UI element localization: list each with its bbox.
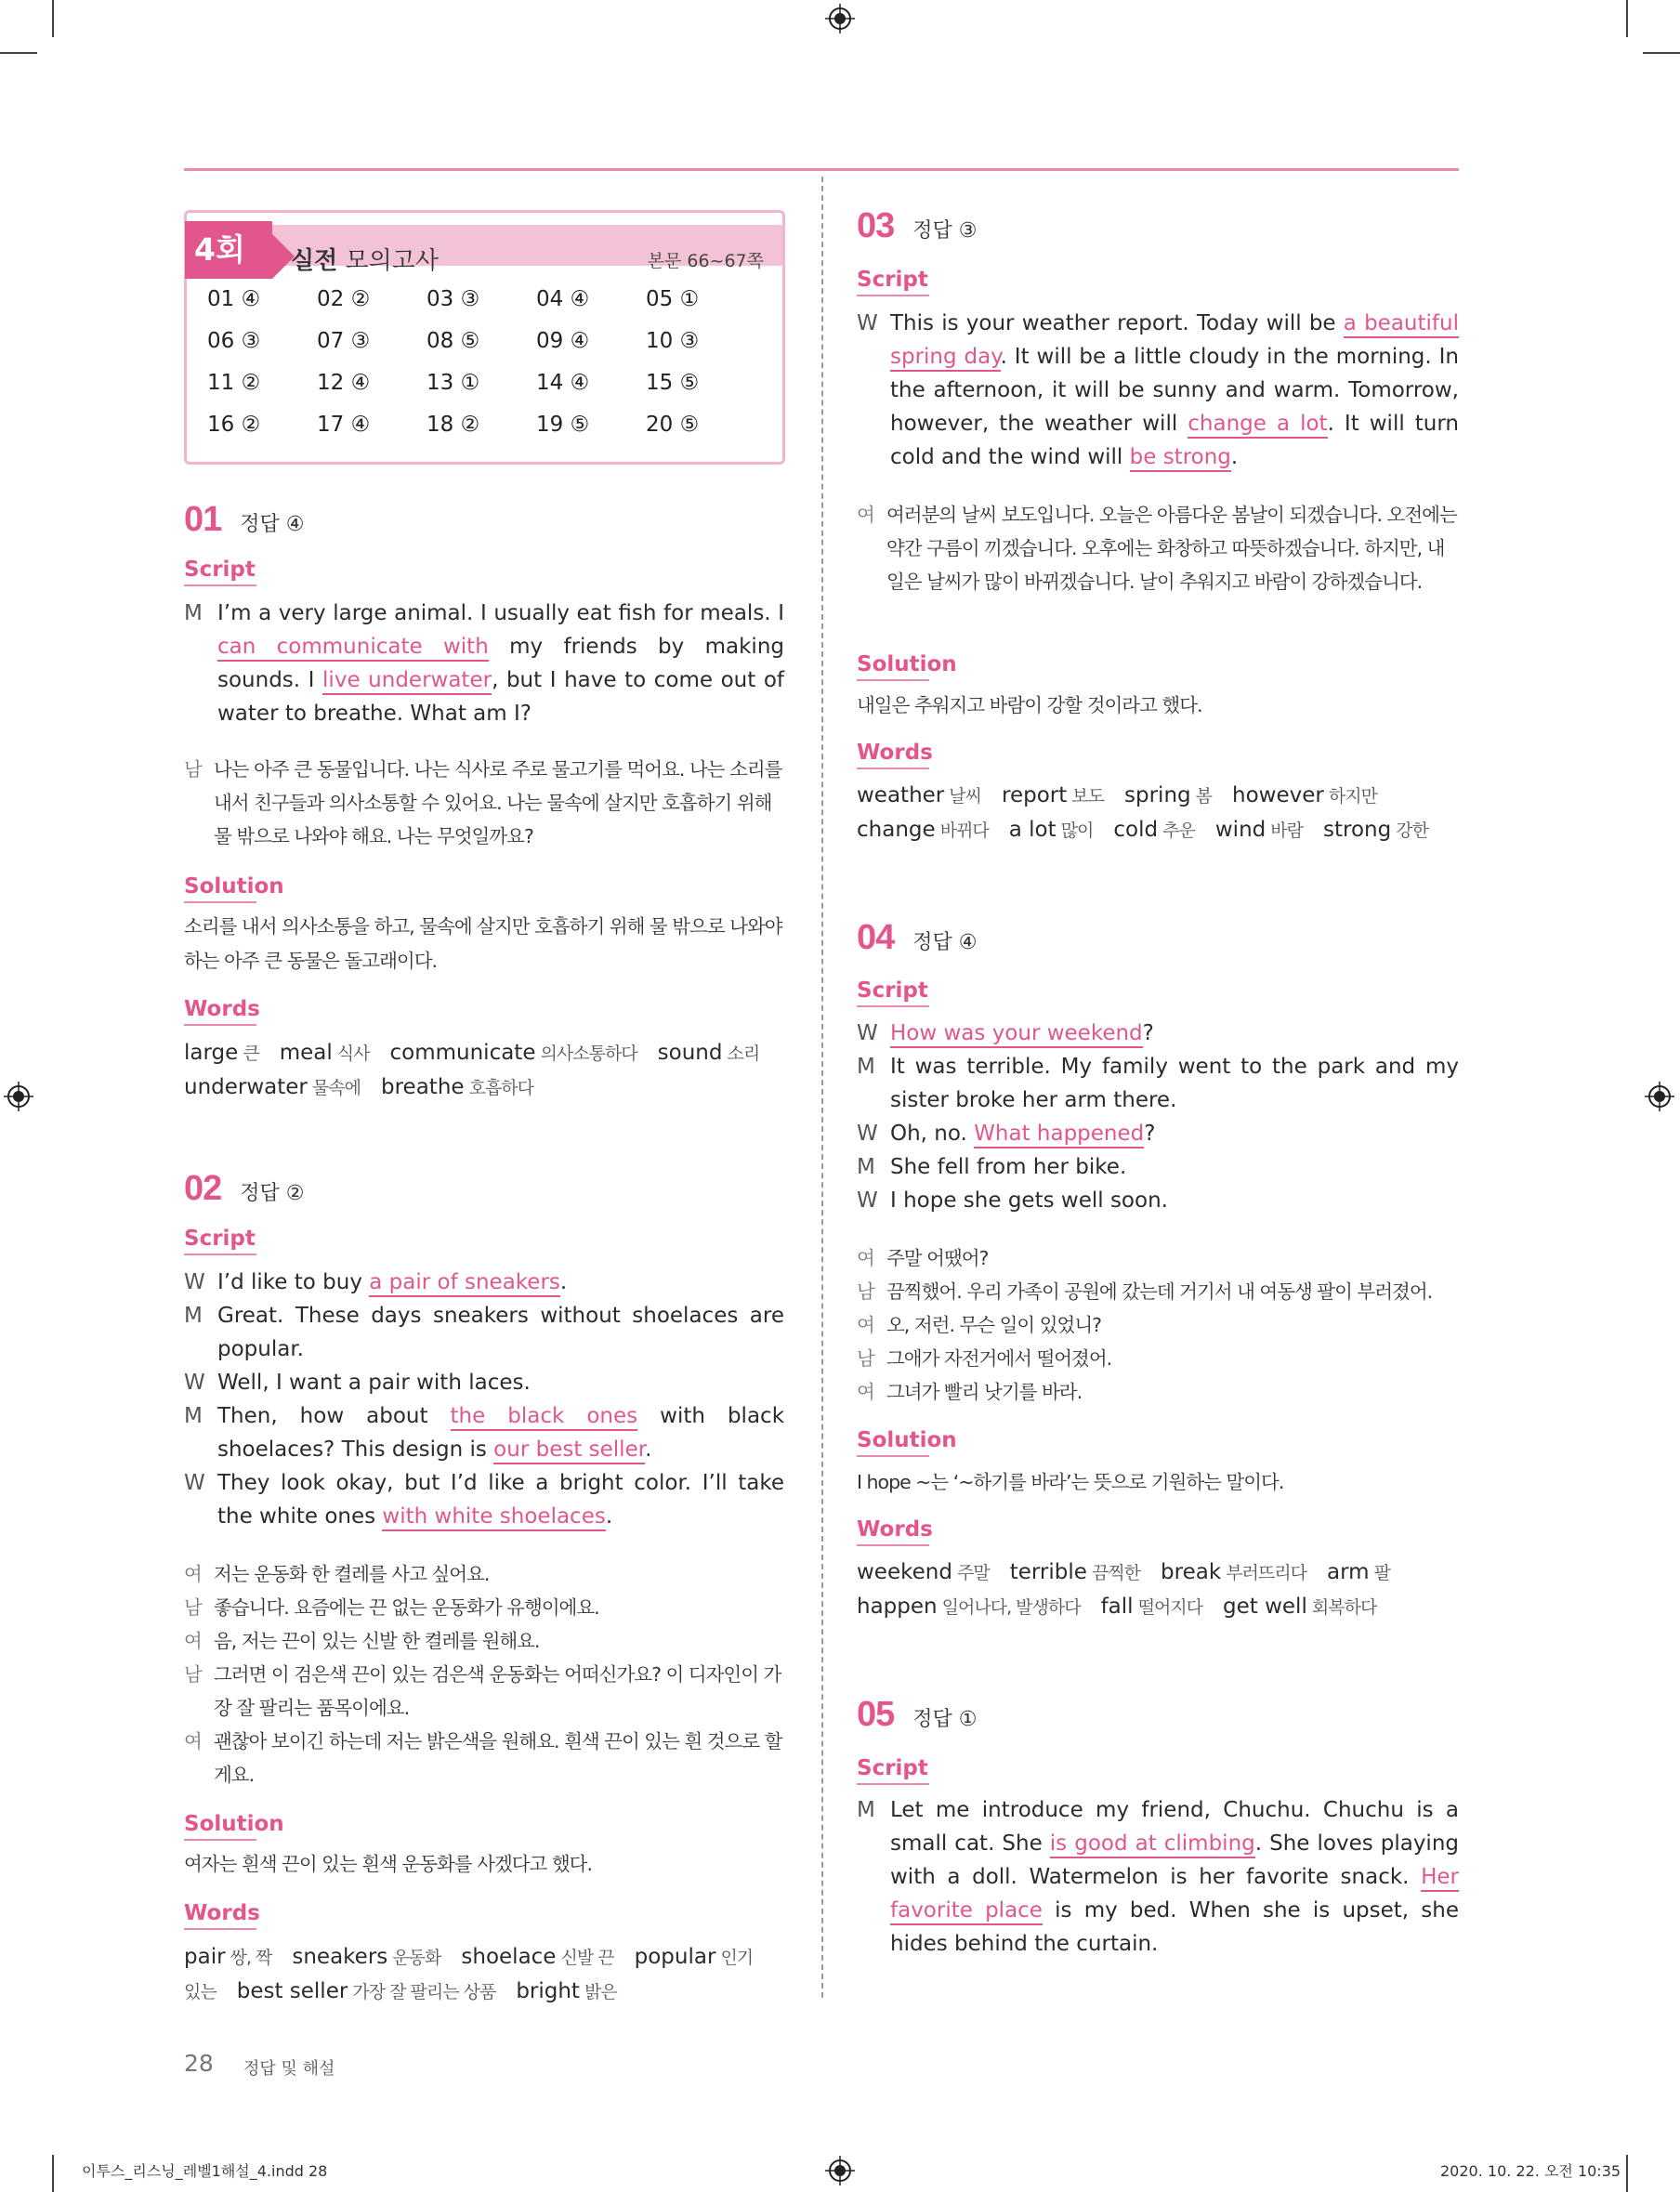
translation-text: 좋습니다. 요즘에는 끈 없는 운동화가 유행이에요. [214,1596,599,1619]
word-english: shoelace [461,1945,557,1969]
word-meaning: 떨어지다 [1133,1597,1203,1618]
translation-text: 그녀가 빨리 낫기를 바라. [886,1381,1083,1403]
words-line [857,779,1459,813]
word-meaning: 봄 [1190,786,1213,807]
word-item [1124,783,1212,807]
word-meaning: 인기 [715,1948,754,1968]
words-line [857,813,1459,847]
key-phrase: Her favorite place [890,1865,1459,1925]
translation-text: 그애가 자전거에서 떨어졌어. [886,1347,1112,1370]
word-item [280,1041,370,1065]
translation-block [857,498,1459,598]
script-label: Script [857,1756,928,1785]
key-phrase: our best seller [493,1437,645,1464]
word-meaning: 의사소통하다 [535,1043,637,1064]
word-item [1215,818,1303,842]
translation-line [857,1308,1459,1342]
script-fragment: I’d like to buy [217,1270,370,1294]
script-text [890,1793,1459,1961]
speaker-label: M [184,1304,203,1328]
question-number: 04 [857,918,895,957]
key-phrase: a pair of sneakers [369,1270,560,1297]
key-phrase: with white shoelaces [382,1504,605,1531]
translation-line [184,1591,784,1624]
answer-item: 07 ③ [317,329,371,353]
words-line [184,1975,784,2009]
question-heading [857,1695,978,1735]
speaker-label: W [184,1371,205,1395]
word-english: spring [1124,783,1191,807]
translation-text: 여러분의 날씨 보도입니다. 오늘은 아름다운 봄날이 되겠습니다. 오전에는 약간 구름이 끼겠습니다. 오후에는 화창하고 따뜻하겠습니다. 하지만, 내일은 날씨가 많이 바뀌겠습니다. 날이 추워지고 바람이 강하겠습니다. [886,504,1457,593]
word-item [381,1075,533,1099]
script-text [890,1017,1459,1050]
speaker-label: 남 [184,1663,202,1686]
question-answer: 정답 ① [912,1708,978,1731]
script-line [857,1793,1459,1961]
script-line [857,1184,1459,1217]
key-phrase: a beautiful spring day [890,311,1459,372]
question-answer: 정답 ② [240,1182,305,1205]
word-item [1223,1595,1376,1619]
answer-item: 02 ② [317,287,371,311]
answer-item: 16 ② [207,413,261,437]
words-line [857,1590,1459,1624]
word-english: however [1232,783,1324,807]
translation-block [184,753,784,853]
script-fragment: with black shoelaces? This design is [217,1404,785,1462]
answer-item: 11 ② [207,371,261,395]
script-fragment: . [1230,445,1239,469]
word-english: wind [1214,818,1267,842]
words-label: Words [184,1901,260,1930]
answer-item: 14 ④ [536,371,590,395]
script-fragment: . She loves playing with a doll. Watermelon is her favorite snack. [890,1831,1460,1889]
words-block [184,1036,784,1105]
script-fragment: my friends by making sounds. I [217,635,784,692]
word-meaning: 팔 [1369,1563,1390,1583]
word-english: weekend [857,1560,952,1584]
script-label: Script [857,978,928,1007]
word-english: pair [184,1945,226,1969]
translation-line [857,1342,1459,1375]
script-line [184,1466,784,1533]
speaker-label: W [857,311,878,335]
word-english: terrible [1009,1560,1087,1584]
registration-mark-icon [4,1082,33,1111]
script-label: Script [857,268,928,296]
words-line [184,1070,784,1105]
word-item [184,1041,259,1065]
script-text [217,1466,784,1533]
speaker-label: 여 [857,504,874,526]
word-meaning: 호흡하다 [464,1078,534,1098]
word-item [237,1979,496,2003]
question-number: 05 [857,1695,895,1734]
script-fragment: . [645,1437,652,1462]
words-block [857,1555,1459,1624]
translation-line [857,1241,1459,1275]
script-text [217,597,784,730]
crop-mark [52,2155,54,2192]
answer-item: 19 ⑤ [536,413,590,437]
words-line [184,1036,784,1070]
script-line [857,1050,1459,1117]
speaker-label: 남 [184,758,202,781]
word-item [461,1945,613,1969]
speaker-label: M [857,1055,875,1079]
word-item [1113,818,1194,842]
word-meaning: 가장 잘 팔리는 상품 [348,1982,496,2002]
script-fragment: . [559,1270,568,1294]
key-phrase: be strong [1130,445,1231,472]
page-label: 정답 및 해설 [243,2059,335,2079]
registration-mark-icon [825,4,855,33]
word-meaning: 큰 [238,1043,259,1064]
crop-mark [52,0,54,37]
word-item [1327,1560,1390,1584]
word-english: weather [857,783,945,807]
word-english: cold [1113,818,1159,842]
words-label: Words [857,1517,933,1546]
word-meaning: 바람 [1266,820,1304,841]
translation-text: 괜찮아 보이긴 하는데 저는 밝은색을 원해요. 흰색 끈이 있는 흰 것으로 할게요. [214,1730,782,1786]
word-meaning: 운동화 [387,1948,441,1968]
word-english: a lot [1008,818,1057,842]
script-fragment: Well, I want a pair with laces. [217,1371,531,1395]
script-text [890,1184,1459,1217]
script-fragment: It was terrible. My family went to the park and my sister broke her arm there. [890,1055,1459,1112]
key-phrase: live underwater [322,668,492,695]
date-slug: 2020. 10. 22. 오전 10:35 [1440,2162,1621,2180]
answer-key-grid [207,287,755,438]
word-item [1161,1560,1306,1584]
word-english: change [857,818,936,842]
page-number: 28 [184,2050,214,2077]
question-heading [184,1169,305,1209]
script-text [217,1399,784,1466]
word-meaning: 일어나다, 발생하다 [937,1597,1081,1618]
word-meaning: 끔찍한 [1086,1563,1141,1583]
word-meaning: 많이 [1056,820,1094,841]
question-answer: 정답 ④ [912,931,978,954]
words-line [857,1555,1459,1590]
word-meaning: 주말 [952,1563,990,1583]
word-english: report [1002,783,1068,807]
script-fragment: is my bed. When she is upset, she hides behind the curtain. [890,1898,1459,1956]
answer-item: 20 ⑤ [646,413,700,437]
speaker-label: M [184,601,203,625]
word-item [857,1595,1081,1619]
word-meaning: 바뀌다 [935,820,989,841]
word-item [857,818,989,842]
speaker-label: M [184,1404,203,1428]
answer-item: 18 ② [427,413,480,437]
word-english: sound [657,1041,723,1065]
script-line [857,307,1459,474]
question-answer: 정답 ③ [912,219,978,243]
word-meaning: 강한 [1391,820,1428,841]
question-heading [857,918,978,958]
speaker-label: W [184,1471,205,1495]
script-fragment: I’m a very large animal. I usually eat fish for meals. I [217,601,784,625]
script-fragment: . It will turn cold and the wind will [890,412,1459,469]
words-block [184,1940,784,2009]
key-phrase: change a lot [1188,412,1327,439]
answer-item: 17 ④ [317,413,371,437]
script-line [184,1399,784,1466]
word-meaning: 부러뜨리다 [1221,1563,1306,1583]
column-divider [821,177,823,1998]
word-english: best seller [236,1979,348,2003]
script-fragment: This is your weather report. Today will be [890,311,1344,335]
answer-item: 09 ④ [536,329,590,353]
word-english: underwater [184,1075,308,1099]
key-phrase: How was your weekend [890,1021,1143,1048]
word-item [857,783,981,807]
answer-item: 05 ① [646,287,700,311]
script-label: Script [184,1227,256,1255]
translation-line [857,1275,1459,1308]
translation-text: 그러면 이 검은색 끈이 있는 검은색 운동화는 어떠신가요? 이 디자인이 가장 잘 팔리는 품목이에요. [214,1663,781,1719]
word-meaning: 소리 [722,1043,760,1064]
answer-key-header [187,225,782,275]
word-meaning: 밝은 [579,1982,617,2002]
crop-mark [1626,0,1628,37]
script-line [184,1266,784,1299]
script-line [857,1117,1459,1150]
word-meaning: 신발 끈 [556,1948,614,1968]
solution-text: 여자는 흰색 끈이 있는 흰색 운동화를 사겠다고 했다. [184,1853,592,1875]
question-number: 02 [184,1169,222,1208]
word-item [390,1041,637,1065]
script-line [184,597,784,730]
word-meaning: 있는 [184,1982,217,2002]
script-text [890,307,1459,474]
word-meaning: 추운 [1158,820,1195,841]
word-english: strong [1323,818,1392,842]
registration-mark-icon [1645,1082,1674,1111]
script-block [184,597,784,730]
script-line [184,1366,784,1399]
key-phrase: the black ones [451,1404,638,1431]
words-label: Words [184,997,260,1026]
script-fragment: Oh, no. [890,1122,975,1146]
script-block [857,1017,1459,1217]
speaker-label: 여 [857,1381,874,1403]
translation-line [184,1624,784,1658]
script-fragment: Let me introduce my friend, Chuchu. Chuchu is a small cat. She [890,1798,1459,1856]
word-meaning: 물속에 [307,1078,361,1098]
key-phrase: is good at climbing [1050,1831,1255,1858]
script-block [857,307,1459,474]
translation-text: 끔찍했어. 우리 가족이 공원에 갔는데 거기서 내 여동생 팔이 부러졌어. [886,1280,1433,1303]
translation-line [184,1557,784,1591]
speaker-label: 남 [184,1596,202,1619]
script-fragment: Great. These days sneakers without shoelaces are popular. [217,1304,784,1361]
question-answer: 정답 ④ [240,513,305,536]
translation-text: 나는 아주 큰 동물입니다. 나는 식사로 주로 물고기를 먹어요. 나는 소리를 내서 친구들과 의사소통할 수 있어요. 나는 물속에 살지만 호흡하기 위해 물 밖으로 나와야 해요. 나는 무엇일까요? [214,758,782,847]
key-phrase: can communicate with [217,635,489,662]
word-item [1010,1560,1140,1584]
speaker-label: W [184,1270,205,1294]
script-fragment: Then, how about [217,1404,451,1428]
script-fragment: ? [1142,1021,1154,1045]
speaker-label: 여 [857,1314,874,1336]
script-fragment: ? [1144,1122,1156,1146]
answer-item: 06 ③ [207,329,261,353]
speaker-label: W [857,1122,878,1146]
speaker-label: 여 [857,1247,874,1269]
solution-label: Solution [184,1812,284,1841]
script-fragment: I hope she gets well soon. [890,1188,1168,1213]
word-item [635,1945,754,1969]
word-item [184,1979,217,2003]
speaker-label: 여 [184,1563,202,1585]
speaker-label: M [857,1798,875,1822]
script-line [184,1299,784,1366]
solution-label: Solution [857,652,957,681]
word-item [658,1041,760,1065]
translation-text: 주말 어땠어? [886,1247,989,1269]
crop-mark [1626,2155,1628,2192]
question-heading [857,206,978,246]
translation-block [184,1557,784,1792]
script-fragment: , but I have to come out of water to breathe. What am I? [217,668,784,726]
word-item [292,1945,440,1969]
word-item [516,1979,616,2003]
word-english: sneakers [292,1945,388,1969]
word-item [1101,1595,1202,1619]
script-text [217,1366,784,1399]
translation-line [184,753,784,853]
speaker-label: 남 [857,1280,874,1303]
words-line [184,1940,784,1975]
translation-line [184,1658,784,1725]
key-phrase: What happened [974,1122,1144,1149]
script-line [857,1017,1459,1050]
solution-label: Solution [857,1428,957,1457]
solution-label: Solution [184,874,284,903]
question-number: 03 [857,206,895,245]
script-text [890,1117,1459,1150]
word-english: popular [634,1945,716,1969]
word-english: breathe [381,1075,465,1099]
answer-key-box [184,210,785,465]
script-text [217,1266,784,1299]
translation-text: 오, 저런. 무슨 일이 있었니? [886,1314,1102,1336]
registration-mark-icon [825,2156,855,2185]
script-block [184,1266,784,1533]
translation-block [857,1241,1459,1409]
word-item [184,1945,271,1969]
word-item [1232,783,1377,807]
script-line [857,1150,1459,1184]
speaker-label: M [857,1155,875,1179]
word-english: communicate [389,1041,536,1065]
speaker-label: 남 [857,1347,874,1370]
question-heading [184,500,305,540]
round-badge: 4회 [185,221,272,279]
word-item [857,1560,990,1584]
solution-text: I hope ~는 ‘~하기를 바라’는 뜻으로 기원하는 말이다. [857,1471,1284,1493]
file-slug: 이투스_리스닝_레벨1해설_4.indd 28 [82,2162,328,2180]
word-item [1002,783,1104,807]
question-number: 01 [184,500,222,539]
script-fragment: . [605,1504,613,1529]
crop-mark [0,52,37,54]
word-meaning: 날씨 [944,786,982,807]
word-english: large [184,1041,239,1065]
word-english: happen [857,1595,938,1619]
crop-mark [1643,52,1680,54]
script-text [890,1150,1459,1184]
word-item [1323,818,1428,842]
answer-key-title: 실전 모의고사 [291,247,439,275]
header-rule [184,168,1459,171]
word-english: bright [516,1979,580,2003]
answer-item: 01 ④ [207,287,261,311]
script-text [217,1299,784,1366]
answer-item: 03 ③ [427,287,480,311]
script-fragment: . It will be a little cloudy in the morning. In the afternoon, it will be sunny and warm. Tomorrow, however, the weather will [890,345,1459,436]
script-fragment: They look okay, but I’d like a bright color. I’ll take the white ones [217,1471,784,1529]
answer-item: 15 ⑤ [646,371,700,395]
speaker-label: 여 [184,1730,202,1752]
word-item [1009,818,1094,842]
word-english: get well [1223,1595,1307,1619]
answer-item: 04 ④ [536,287,590,311]
script-label: Script [184,558,256,586]
translation-text: 저는 운동화 한 켤레를 사고 싶어요. [214,1563,490,1585]
translation-line [184,1725,784,1792]
word-english: break [1161,1560,1222,1584]
word-english: meal [279,1041,333,1065]
translation-text: 음, 저는 끈이 있는 신발 한 켤레를 원해요. [214,1630,540,1652]
answer-item: 12 ④ [317,371,371,395]
word-meaning: 보도 [1067,786,1105,807]
word-meaning: 식사 [332,1043,370,1064]
word-english: fall [1100,1595,1134,1619]
script-text [890,1050,1459,1117]
translation-line [857,498,1459,598]
answer-item: 13 ① [427,371,480,395]
word-meaning: 하지만 [1323,786,1377,807]
script-block [857,1793,1459,1961]
translation-line [857,1375,1459,1409]
speaker-label: W [857,1021,878,1045]
word-meaning: 쌍, 짝 [225,1948,272,1968]
speaker-label: W [857,1188,878,1213]
answer-item: 08 ⑤ [427,329,480,353]
words-label: Words [857,741,933,769]
word-meaning: 회복하다 [1306,1597,1377,1618]
answer-item: 10 ③ [646,329,700,353]
word-english: arm [1326,1560,1370,1584]
words-block [857,779,1459,847]
solution-text: 소리를 내서 의사소통을 하고, 물속에 살지만 호흡하기 위해 물 밖으로 나와야 하는 아주 큰 동물은 돌고래이다. [184,915,782,972]
speaker-label: 여 [184,1630,202,1652]
answer-key-pages: 본문 66~67쪽 [647,251,764,271]
word-item [184,1075,361,1099]
solution-text: 내일은 추워지고 바람이 강할 것이라고 했다. [857,694,1202,716]
script-fragment: She fell from her bike. [890,1155,1127,1179]
